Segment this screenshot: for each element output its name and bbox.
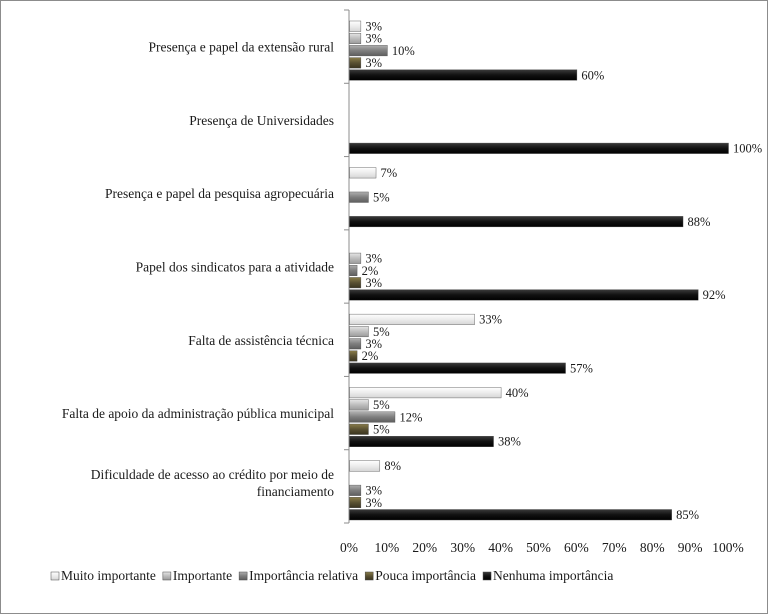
bar — [350, 412, 395, 423]
legend-label: Muito importante — [61, 568, 156, 583]
data-label: 88% — [687, 214, 711, 229]
x-tick-label: 20% — [412, 540, 438, 555]
data-label: 5% — [372, 422, 390, 437]
bar — [350, 387, 502, 398]
bar — [350, 45, 388, 56]
bar — [350, 216, 684, 227]
data-label: 3% — [365, 337, 383, 352]
category-label: Falta de assistência técnica — [188, 332, 334, 348]
data-label: 85% — [676, 508, 700, 523]
data-label: 3% — [365, 275, 383, 290]
bars-layer — [350, 21, 729, 523]
x-tick-label: 90% — [677, 540, 703, 555]
bar — [350, 424, 369, 435]
data-label: 3% — [365, 19, 383, 34]
data-label: 10% — [391, 43, 415, 58]
legend-label: Pouca importância — [375, 568, 477, 583]
data-label: 3% — [365, 251, 383, 266]
legend-label: Nenhuma importância — [493, 568, 614, 583]
data-label: 3% — [365, 483, 383, 498]
bar — [350, 510, 672, 521]
legend-label: Importante — [172, 568, 233, 583]
category-label: Presença e papel da extensão rural — [148, 39, 334, 55]
bar — [350, 436, 494, 447]
category-label: financiamento — [256, 483, 334, 499]
category-label: Papel dos sindicatos para a atividade — [135, 259, 334, 275]
category-label: Presença e papel da pesquisa agropecuária — [104, 186, 334, 202]
bar — [350, 351, 358, 362]
bar — [350, 58, 361, 69]
bar — [350, 290, 699, 301]
bar — [350, 21, 361, 32]
x-tick-label: 10% — [374, 540, 400, 555]
x-tick-label: 100% — [712, 540, 744, 555]
data-label: 38% — [498, 434, 521, 449]
bar — [350, 339, 361, 350]
legend — [51, 568, 613, 583]
legend-swatch — [163, 572, 171, 580]
bar — [350, 70, 577, 81]
bar — [350, 314, 475, 325]
x-tick-label: 70% — [601, 540, 627, 555]
bar — [350, 400, 369, 411]
data-label: 3% — [365, 31, 383, 46]
data-label: 40% — [505, 385, 529, 400]
x-tick-label: 30% — [450, 540, 476, 555]
data-label: 60% — [581, 68, 605, 83]
bar — [350, 143, 729, 154]
legend-swatch — [483, 572, 491, 580]
data-label: 2% — [361, 349, 379, 364]
bar — [350, 33, 361, 44]
bar — [350, 168, 377, 179]
category-label: Dificuldade de acesso ao crédito por meio de — [90, 466, 334, 482]
data-label: 3% — [365, 56, 383, 71]
data-label: 3% — [365, 495, 383, 510]
bar — [350, 326, 369, 337]
data-label: 7% — [380, 166, 398, 181]
data-label: 2% — [361, 263, 379, 278]
data-label: 57% — [570, 361, 593, 376]
data-label: 100% — [733, 141, 763, 156]
data-label: 8% — [384, 459, 401, 474]
legend-swatch — [365, 572, 373, 580]
x-tick-label: 40% — [488, 540, 513, 555]
legend-swatch — [239, 572, 247, 580]
legend-swatch — [51, 572, 59, 580]
data-label: 33% — [479, 312, 502, 327]
category-label: Presença de Universidades — [189, 112, 334, 128]
bar — [350, 253, 361, 263]
x-tick-label: 60% — [564, 540, 589, 555]
x-tick-label: 0% — [340, 540, 358, 555]
data-label: 12% — [399, 410, 423, 425]
data-label: 5% — [372, 190, 390, 205]
bar — [350, 192, 369, 203]
data-label: 5% — [372, 398, 390, 413]
data-label: 92% — [702, 288, 726, 303]
bar — [350, 485, 361, 496]
bar — [350, 363, 566, 374]
category-label: Falta de apoio da administração pública municipal — [61, 406, 334, 422]
x-tick-label: 50% — [526, 540, 551, 555]
x-tick-label: 80% — [639, 540, 665, 555]
bar-chart — [1, 1, 767, 613]
bar — [350, 461, 380, 472]
data-label: 5% — [372, 324, 390, 339]
bar — [350, 277, 361, 288]
bar — [350, 265, 358, 276]
legend-label: Importância relativa — [249, 568, 359, 583]
bar — [350, 497, 361, 508]
axis-layer — [340, 10, 744, 555]
